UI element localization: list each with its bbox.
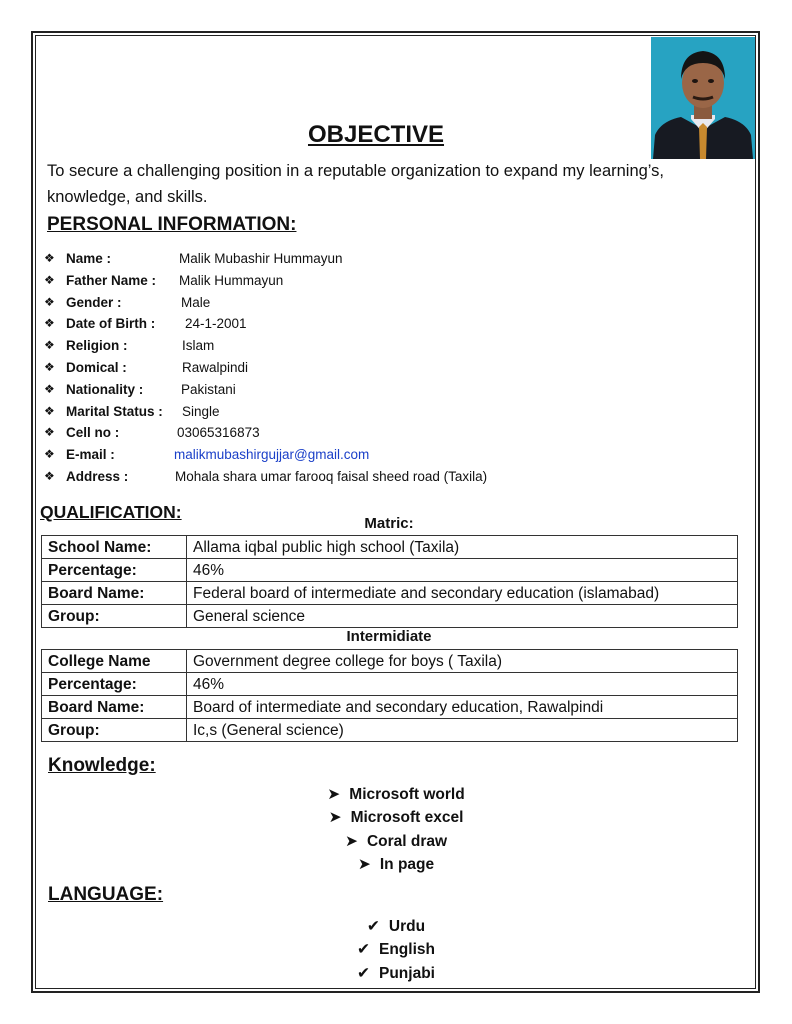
language-heading: LANGUAGE: — [48, 884, 164, 905]
table-value: Ic,s (General science) — [187, 719, 738, 742]
table-row — [42, 719, 738, 742]
table-row — [42, 536, 738, 559]
info-label: Domical : — [66, 359, 127, 375]
table-key: Board Name: — [42, 582, 187, 605]
knowledge-item: In page — [379, 856, 435, 874]
list-item — [0, 853, 792, 876]
info-value: Single — [182, 403, 220, 419]
diamond-bullet-icon: ❖ — [44, 447, 55, 462]
table-row — [42, 605, 738, 628]
list-item — [0, 962, 792, 985]
knowledge-item: Microsoft world — [349, 786, 465, 803]
list-item — [0, 806, 792, 829]
table-key: Group: — [42, 605, 187, 628]
info-label: Name : — [66, 251, 112, 266]
qualification-heading: QUALIFICATION: — [40, 502, 182, 522]
intermediate-table — [41, 649, 738, 742]
knowledge-list — [0, 783, 792, 877]
knowledge-item: Microsoft excel — [350, 809, 464, 827]
diamond-bullet-icon: ❖ — [44, 272, 55, 287]
table-key: College Name — [42, 650, 187, 673]
table-row — [42, 650, 738, 673]
info-value: Male — [181, 294, 211, 310]
table-key: Group: — [42, 719, 187, 742]
table-value: Board of intermediate and secondary education, Rawalpindi — [187, 696, 738, 719]
info-value: Malik Hummayun — [179, 272, 284, 288]
table-row — [42, 673, 738, 696]
checkmark-icon: ✔ — [357, 964, 370, 982]
list-item — [0, 783, 792, 806]
language-list — [0, 915, 792, 985]
table-key: Percentage: — [42, 673, 187, 696]
diamond-bullet-icon: ❖ — [44, 251, 55, 265]
info-value: Islam — [182, 338, 215, 354]
checkmark-icon: ✔ — [366, 918, 380, 935]
objective-text: To secure a challenging position in a reputable organization to expand my learning’s, knowledge, and skills. — [47, 162, 665, 206]
table-row — [42, 696, 738, 719]
list-item — [0, 830, 792, 853]
arrowhead-bullet-icon: ➤ — [357, 856, 371, 874]
diamond-bullet-icon: ❖ — [44, 359, 55, 374]
info-label: Father Name : — [66, 272, 157, 288]
info-value: 03065316873 — [177, 425, 260, 441]
info-value: Rawalpindi — [182, 359, 249, 375]
table-key: Percentage: — [42, 559, 187, 582]
table-value: 46% — [187, 673, 738, 696]
list-item — [0, 915, 792, 938]
knowledge-item: Coral draw — [366, 832, 448, 850]
info-label: Marital Status : — [66, 403, 163, 419]
diamond-bullet-icon: ❖ — [44, 316, 55, 331]
info-value: Pakistani — [181, 381, 236, 397]
diamond-bullet-icon: ❖ — [44, 468, 55, 483]
table-value: Federal board of intermediate and secondary education (islamabad) — [187, 582, 738, 605]
personal-information-heading: PERSONAL INFORMATION: — [47, 214, 297, 235]
table-key: School Name: — [42, 536, 187, 559]
diamond-bullet-icon: ❖ — [44, 338, 55, 353]
info-label: Address : — [66, 468, 129, 484]
info-value: 24-1-2001 — [185, 316, 247, 332]
language-item: English — [379, 941, 435, 959]
table-value: Government degree college for boys ( Taxila) — [187, 650, 738, 673]
table-value: Allama iqbal public high school (Taxila) — [187, 536, 738, 559]
table-value: 46% — [187, 559, 738, 582]
matric-caption: Matric: — [364, 515, 414, 532]
diamond-bullet-icon: ❖ — [44, 403, 55, 418]
matric-table — [41, 535, 738, 628]
info-value: Mohala shara umar farooq faisal sheed road (Taxila) — [175, 468, 488, 484]
email-link[interactable]: malikmubashirgujjar@gmail.com — [174, 447, 370, 463]
objective-title: OBJECTIVE — [307, 121, 445, 148]
info-value: Malik Mubashir Hummayun — [179, 251, 343, 266]
info-label: Religion : — [66, 338, 128, 354]
arrowhead-bullet-icon: ➤ — [327, 786, 341, 803]
language-item: Urdu — [388, 918, 426, 935]
arrowhead-bullet-icon: ➤ — [328, 809, 342, 827]
info-label: Gender : — [66, 294, 122, 310]
diamond-bullet-icon: ❖ — [44, 294, 55, 309]
table-row — [42, 559, 738, 582]
list-item — [0, 938, 792, 961]
info-label: Cell no : — [66, 425, 120, 441]
table-row — [42, 582, 738, 605]
info-label: Date of Birth : — [66, 316, 156, 332]
info-label: E-mail : — [66, 447, 115, 463]
knowledge-heading: Knowledge: — [48, 755, 156, 776]
table-key: Board Name: — [42, 696, 187, 719]
diamond-bullet-icon: ❖ — [44, 425, 55, 440]
arrowhead-bullet-icon: ➤ — [344, 832, 358, 850]
intermediate-caption: Intermidiate — [346, 628, 432, 645]
checkmark-icon: ✔ — [357, 941, 370, 959]
info-label: Nationality : — [66, 381, 144, 397]
table-value: General science — [187, 605, 738, 628]
diamond-bullet-icon: ❖ — [44, 381, 55, 396]
language-item: Punjabi — [379, 964, 435, 982]
